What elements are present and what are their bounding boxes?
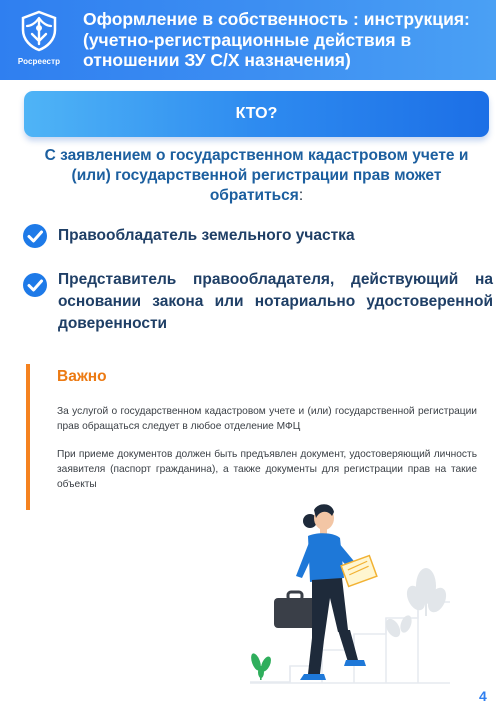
rosreestr-logo <box>8 8 70 70</box>
person-icon <box>274 504 377 680</box>
check-circle-icon <box>22 223 48 249</box>
plant-green-icon <box>249 652 273 680</box>
who-section-banner: КТО? <box>24 91 489 137</box>
intro-text <box>24 146 489 206</box>
header-banner <box>0 0 496 80</box>
important-paragraph: За услугой о государственном кадастровом учете и (или) государственной регистрации прав обращаться следует в любое отделение МФЦ <box>57 406 477 432</box>
intro-colon: : <box>298 187 304 204</box>
logo-label: Росреестр <box>17 57 61 66</box>
check-circle-icon <box>22 272 48 298</box>
important-heading: Важно <box>57 368 107 385</box>
plant-icon <box>383 568 450 640</box>
list-item-text: Правообладатель земельного участка <box>58 227 355 244</box>
emblem-icon <box>19 8 59 52</box>
important-paragraph: При приеме документов должен быть предъявлен документ, удостоверяющий личность заявителя (паспорт гражданина), а также документы для регистрации прав на такие объекты <box>57 449 477 490</box>
important-accent-bar <box>26 364 30 510</box>
woman-climbing-stairs-illustration <box>230 490 460 695</box>
list-item-text: Представитель правообладателя, действующий на основании закона или нотариально удостоверенной доверенности <box>58 271 493 332</box>
page-title: Оформление в собственность : инструкция: (учетно-регистрационные действия в отношении ЗУ С/Х назначения) <box>83 9 470 70</box>
intro-main: С заявлением о государственном кадастровом учете и (или) государственной регистрации прав может обратиться <box>44 147 469 204</box>
page-number: 4 <box>479 688 487 704</box>
